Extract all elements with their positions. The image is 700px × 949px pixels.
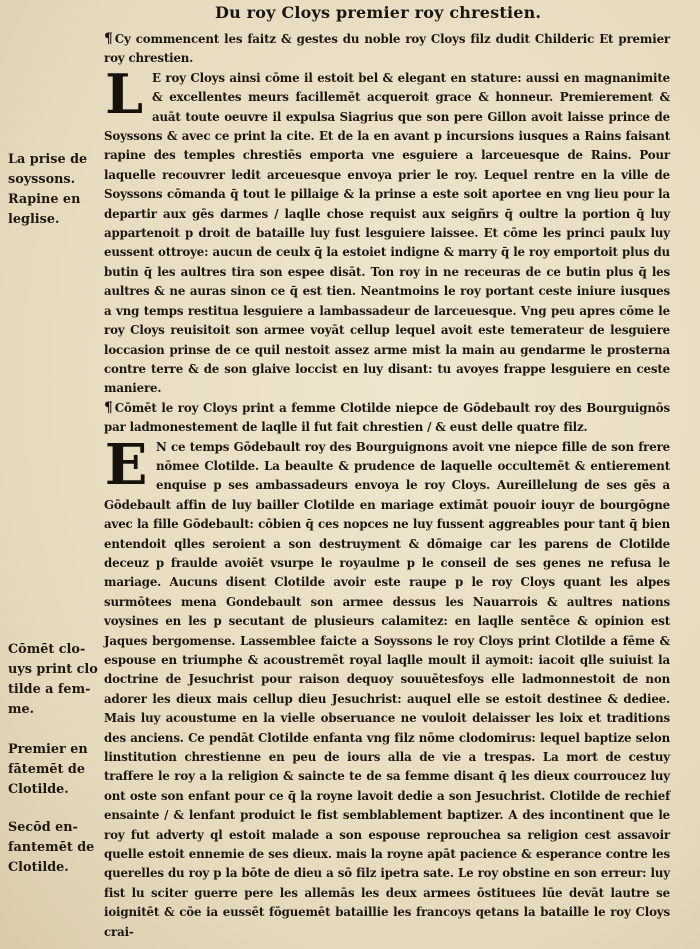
margin-notes (0, 0, 100, 949)
decorated-initial-l: L (105, 61, 143, 126)
section-body: L E roy Cloys ainsi cōme il estoit bel & elegant en stature: aussi en magnanimite & excellentes meurs facillemēt acqueroit grace & honneur. Premierement & auāt toute oeuvre il expulsa Siagrius que son pere Gillon avoit laisse prince de Soyssons & avec ce print la cite. Et de la en avant p incursions iusques a Rains faisant rapine des temples chrestiēs emporta vne esguiere a larceuesque de Rains. Pour laquelle recouvrer ledit arceuesque envoya prier le roy. Lequel rentre en la ville de Soyssons cōmanda q̄ tout le pillaige & la prinse a este soit aportee en vng lieu pour la departir aux gēs darmes / laqlle chose requist aux seigñrs q̄ oultre la portion q̄ luy appartenoit p droit de bataille luy fust lesguiere laissee. Et cōme les princi paulx luy eussent ottroye: aucun de ceulx q̄ la estoiet indigne & marry q̄ le roy emportoit plus du butin q̄ les aultres tira son espee disāt. Ton roy in ne receuras de ce butin plus q̄ les aultres & ne auras sinon ce q̄ est tien. Neantmoins le roy portant ceste iniure iusques a vng temps restitua lesguiere a lambassadeur de larceuesque. Vng peu apres cōme le roy Cloys reuisitoit son armee voyāt cellup lequel avoit este temerateur de lesguiere loccasion prinse de ce quil nestoit assez arme mist la main au gendarme le prosterna contre terre & de son glaive loccist en luy disant: tu avoyes frappe lesguiere en ceste maniere. (104, 61, 670, 396)
margin-note: Cōmēt clo- uys print clo tilde a fem- me. (8, 642, 98, 717)
margin-note: La prise de soyssons. Rapine en leglise. (8, 152, 88, 227)
main-text (104, 30, 670, 942)
decorated-initial-e: E (104, 431, 148, 498)
section-heading: ¶ Cy commencent les faitz & gestes du noble roy Cloys filz dudit Childeric Et premier roy chrestien. (104, 31, 670, 66)
section-heading: ¶ Cōmēt le roy Cloys print a femme Clotilde niepce de Gōdebault roy des Bourguignōs par ladmonestement de laqlle il fut fait chrestien / & eust delle quatre filz. (104, 399, 670, 435)
pilcrow-icon: ¶ (104, 31, 113, 47)
margin-note: Premier en fātemēt de Clotilde. (8, 742, 88, 797)
running-head: Du roy Cloys premier roy chrestien. (215, 3, 542, 22)
section-body: E N ce temps Gōdebault roy des Bourguignons avoit vne niepce fille de son frere nōmee Clotilde. La beaulte & prudence de laquelle occultemēt & entierement enquise p ses ambassadeurs envoya le roy Cloys. Aureillelung de ses gēs a Gōdebault affin de luy bailler Clotilde en mariage extimāt pouoir iouyr de bourgōgne avec la fille Gōdebault: cōbien q̄ ces nopces ne luy fussent aggreables pour tant q̄ bien entendoit qlles seroient a son destruyment & dōmaige car les parens de Clotilde deceuz p fraulde avoiēt vsurpe le royaulme p le conseil de ses genes ne refusa le mariage. Aucuns disent Clotilde avoir este raupe p le roy Cloys quant les alpes surmōtees mena Gondebault son armee dessus les Nauarrois & aultres nations voysines en les p secutant de plusieurs calamitez: en laqlle sentēce & opinion est Jaques bergomense. Lassemblee faicte a Soyssons le roy Cloys print Clotilde a fēme & espouse en triumphe & acoustremēt royal laqlle moult il aymoit: iacoit qlle suiuist la doctrine de Jesuchrist pour raison dequoy souuētesfoys elle ladmonnestoit de non adorer les dieux mais cellup dieu Jesuchrist: auquel elle se estoit destinee & dediee. Mais luy acoustume en la vielle obseruance ne vouloit delaisser les loix et traditions des anciens. Ce pendāt Clotilde enfanta vng filz nōme clodomirus: lequel baptize selon linstitution chrestienne en peu de iours alla de vie a trespas. La mort de cestuy traffere le roy a la religion & saincte te de sa femme disant q̄ les dieux courroucez luy ont oste son enfant pour ce q̄ la royne lavoit dedie a son Jesuchrist. Clotilde de rechief ensainte / & lenfant produict le fist semblablement baptizer. A des incontinent que le roy fut adverty ql estoit malade a son espouse reprouchea sa religion cest assavoir quelle estoit ennemie de ses dieux. mais la royne apāt pacience & esperance contre les querelles du roy p la bōte de dieu a sō filz ipetra sate. Le roy obstine en son erreur: luy fist lu sciter guerre pere les allemās les deux armees ōstituees lūe devāt lautre se ioignitēt & cōe ia eussēt fōguemēt bataillie les francoys qetans la bataille le roy Cloys crai- (104, 431, 670, 939)
pilcrow-icon: ¶ (104, 399, 113, 416)
margin-note: Secōd en- fantemēt de Clotilde. (8, 820, 95, 875)
